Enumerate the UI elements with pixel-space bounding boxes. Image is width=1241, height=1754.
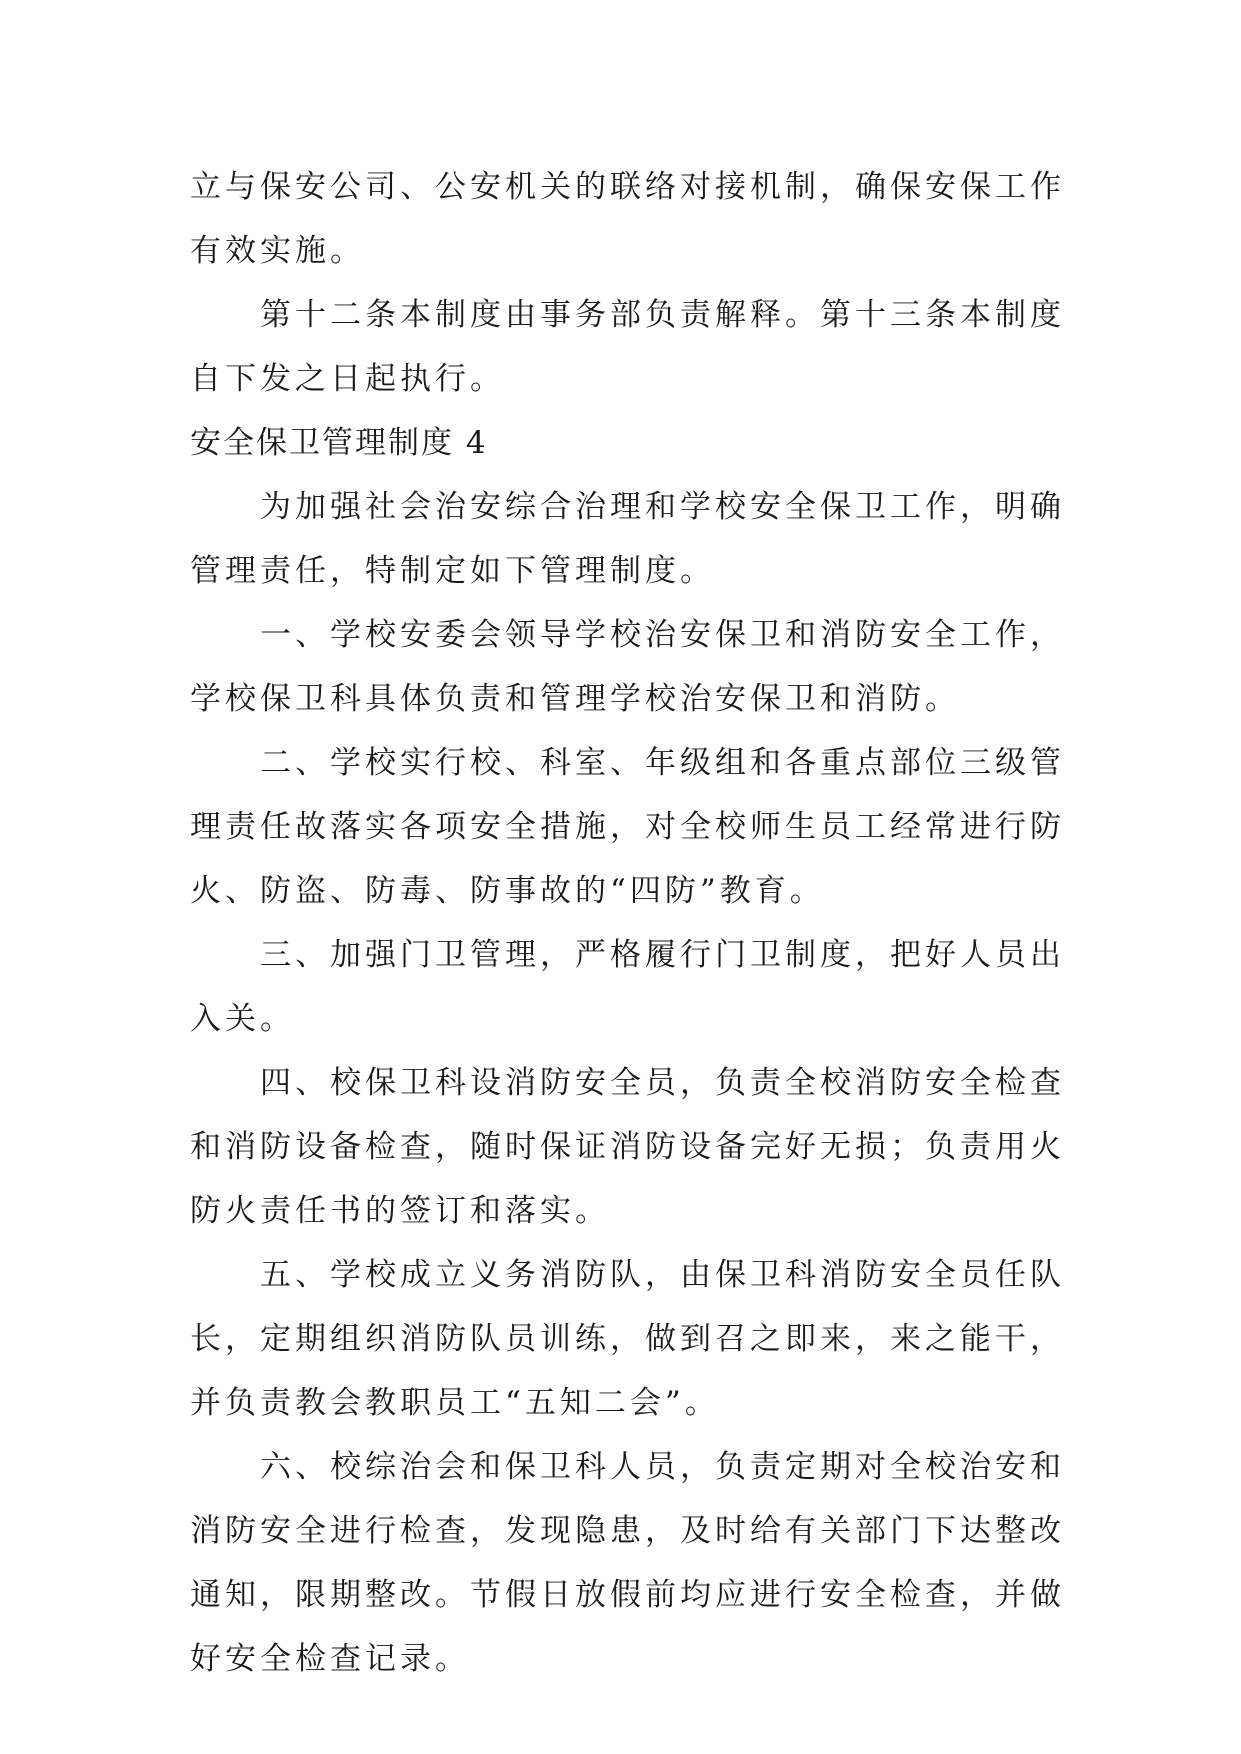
paragraph-item-3: 三、加强门卫管理，严格履行门卫制度，把好人员出入关。 <box>190 937 1065 1037</box>
paragraph-2: 第十二条本制度由事务部负责解释。第十三条本制度自下发之日起执行。 <box>190 297 1065 397</box>
paragraph-item-2: 二、学校实行校、科室、年级组和各重点部位三级管理责任故落实各项安全措施，对全校师生员工经常进行防火、防盗、防毒、防事故的“四防”教育。 <box>190 745 1065 909</box>
paragraph-item-4: 四、校保卫科设消防安全员，负责全校消防安全检查和消防设备检查，随时保证消防设备完好无损；负责用火防火责任书的签订和落实。 <box>190 1065 1065 1229</box>
section-heading: 安全保卫管理制度 4 <box>190 425 488 461</box>
paragraph-item-6: 六、校综治会和保卫科人员，负责定期对全校治安和消防安全进行检查，发现隐患，及时给有关部门下达整改通知，限期整改。节假日放假前均应进行安全检查，并做好安全检查记录。 <box>190 1449 1065 1677</box>
paragraph-item-5: 五、学校成立义务消防队，由保卫科消防安全员任队长，定期组织消防队员训练，做到召之即来，来之能干，并负责教会教职员工“五知二会”。 <box>190 1257 1065 1421</box>
paragraph-1: 立与保安公司、公安机关的联络对接机制，确保安保工作有效实施。 <box>190 169 1065 269</box>
paragraph-intro: 为加强社会治安综合治理和学校安全保卫工作，明确管理责任，特制定如下管理制度。 <box>190 489 1065 589</box>
document-page <box>190 155 1065 1691</box>
paragraph-item-1: 一、学校安委会领导学校治安保卫和消防安全工作，学校保卫科具体负责和管理学校治安保卫和消防。 <box>190 617 1065 717</box>
